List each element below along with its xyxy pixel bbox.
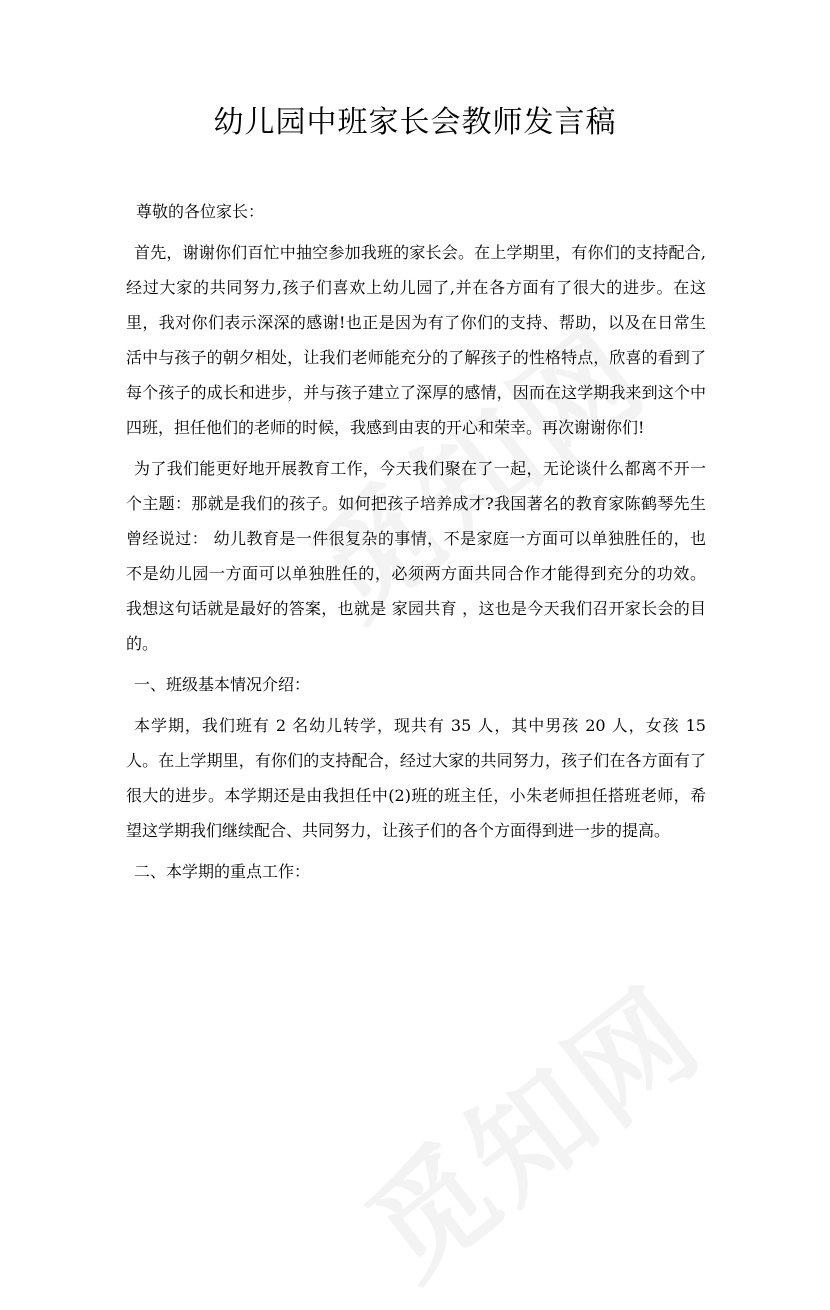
section-heading-class-overview: 一、班级基本情况介绍： xyxy=(134,675,311,694)
paragraph-education-theme: 为了我们能更好地开展教育工作，今天我们聚在了一起，无论谈什么都离不开一个主题：那就是我们的孩子。如何把孩子培养成才?我国著名的教育家陈鹤琴先生曾经说过： 幼儿教育是一件很复杂的事情，不是家庭一方面可以单独胜任的，也不是幼儿园一方面可以单独胜任的，必须两方面共同合作才能得到充分的功效。 我想这句话就是最好的答案，也就是 家园共育 ，这也是今天我们召开家长会的目的。 xyxy=(126,459,706,653)
paragraph-class-overview: 本学期，我们班有 2 名幼儿转学，现共有 35 人，其中男孩 20 人，女孩 15 人。在上学期里，有你们的支持配合，经过大家的共同努力，孩子们在各方面有了很大的进步。本学期还是由我担任中(2)班的班主任，小朱老师担任搭班老师，希望这学期我们继续配合、共同努力，让孩子们的各个方面得到进一步的提高。 xyxy=(126,716,706,840)
salutation: 尊敬的各位家长： xyxy=(136,202,265,221)
document-title: 幼儿园中班家长会教师发言稿 xyxy=(213,105,617,140)
section-heading-key-work: 二、本学期的重点工作： xyxy=(134,862,311,881)
document-body xyxy=(126,194,706,889)
paragraph-opening-thanks: 首先，谢谢你们百忙中抽空参加我班的家长会。在上学期里，有你们的支持配合,经过大家的共同努力,孩子们喜欢上幼儿园了,并在各方面有了很大的进步。在这里，我对你们表示深深的感谢!也正是因为有了你们的支持、帮助，以及在日常生活中与孩子的朝夕相处，让我们老师能充分的了解孩子的性格特点，欣喜的看到了每个孩子的成长和进步，并与孩子建立了深厚的感情，因而在这学期我来到这个中四班，担任他们的老师的时候，我感到由衷的开心和荣幸。再次谢谢你们! xyxy=(126,243,706,437)
